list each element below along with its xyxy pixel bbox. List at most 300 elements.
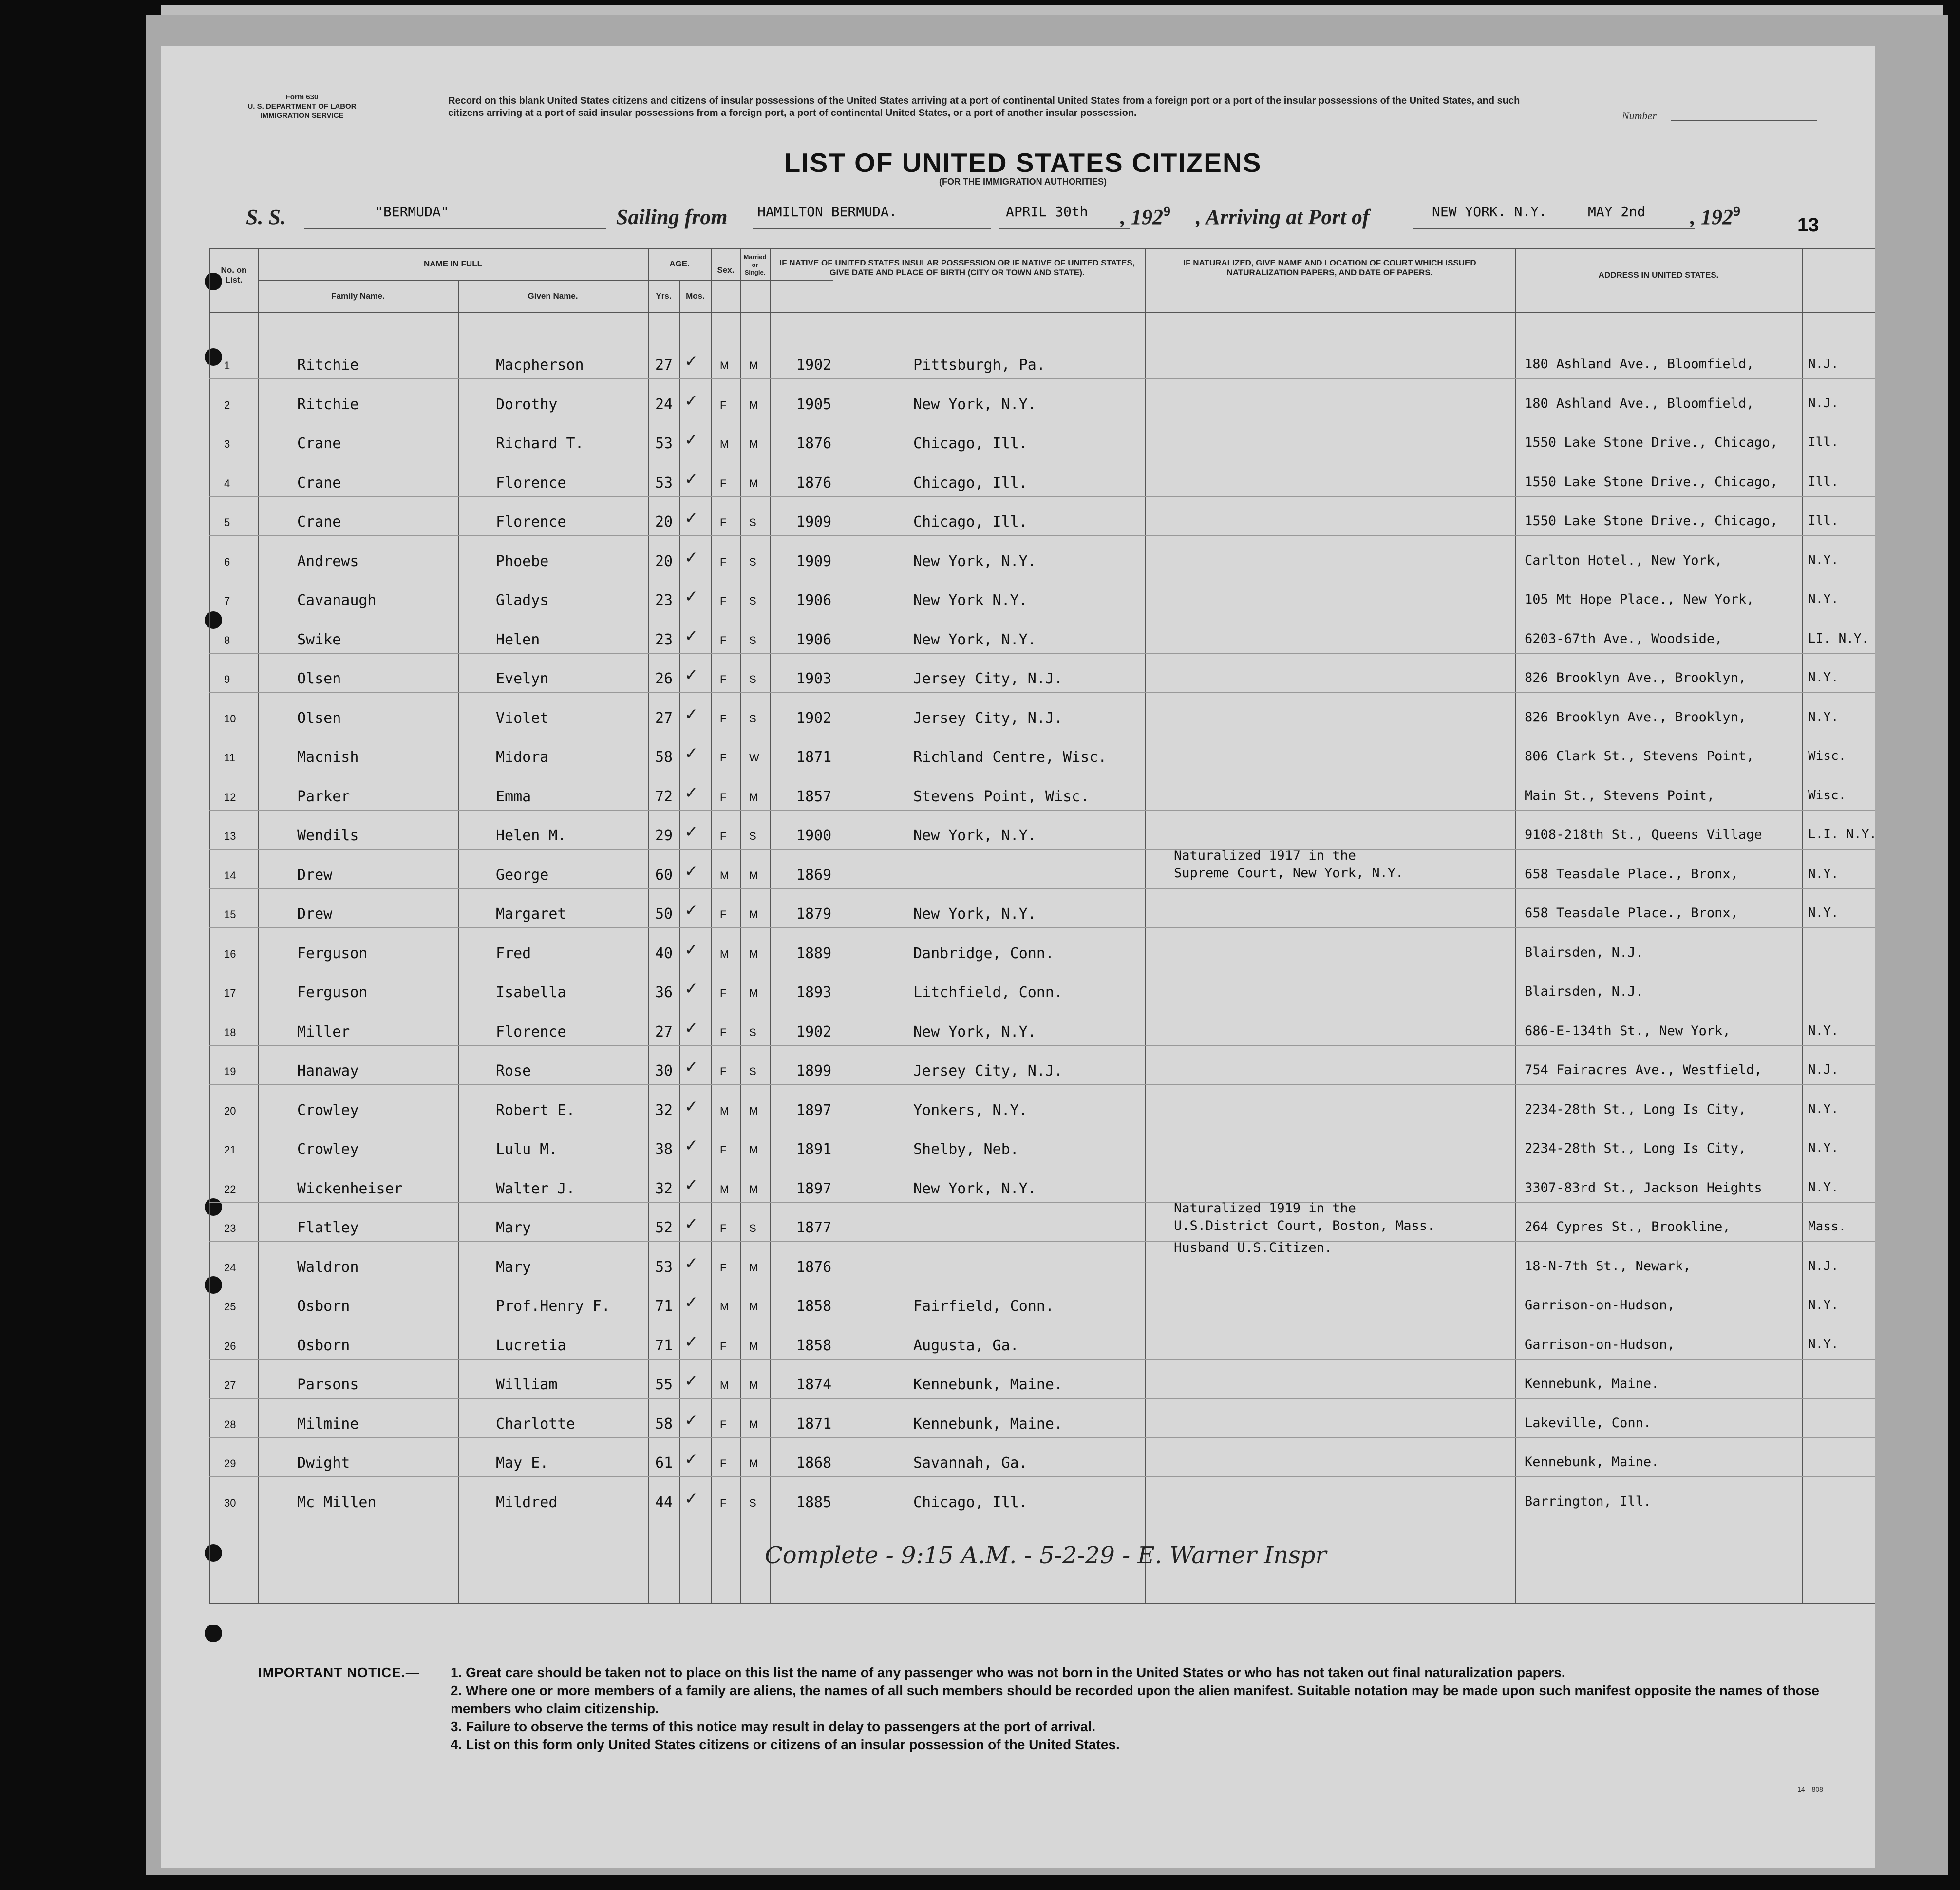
address-state: LI. N.Y.	[1808, 631, 1869, 646]
given-name: May E.	[496, 1455, 549, 1472]
family-name: Miller	[297, 1023, 350, 1040]
marital-status: M	[749, 1183, 758, 1195]
birth-place: Chicago, Ill.	[913, 513, 1028, 530]
given-name: Midora	[496, 749, 549, 766]
family-name: Parsons	[297, 1376, 359, 1393]
arrival-port: NEW YORK. N.Y.	[1432, 204, 1547, 220]
row-number: 4	[224, 477, 230, 490]
marital-status: S	[749, 673, 756, 685]
birth-year: 1874	[796, 1376, 832, 1393]
birth-year: 1876	[796, 435, 832, 452]
year-prefix-1: , 192	[1120, 205, 1163, 229]
given-name: Isabella	[496, 984, 566, 1001]
family-name: Ferguson	[297, 984, 368, 1001]
birth-year: 1889	[796, 945, 832, 962]
age-years: 30	[655, 1062, 673, 1079]
address-state: N.J.	[1808, 396, 1839, 411]
address: 18-N-7th St., Newark,	[1525, 1258, 1691, 1274]
birth-year: 1868	[796, 1455, 832, 1472]
check-mark-icon: ✓	[684, 1175, 698, 1195]
row-divider	[209, 888, 1875, 889]
family-name: Hanaway	[297, 1062, 359, 1079]
given-name: Margaret	[496, 906, 566, 923]
sex: F	[720, 516, 727, 529]
form-header	[205, 93, 399, 120]
check-mark-icon: ✓	[684, 1058, 698, 1077]
address-state: N.J.	[1808, 1258, 1839, 1273]
col-divider	[770, 248, 771, 1603]
family-name: Waldron	[297, 1258, 359, 1276]
row-divider	[209, 1202, 1875, 1203]
family-name: Olsen	[297, 709, 341, 727]
marital-status: M	[749, 791, 758, 803]
check-mark-icon: ✓	[684, 979, 698, 999]
marital-status: S	[749, 830, 756, 842]
family-name: Parker	[297, 788, 350, 805]
check-mark-icon: ✓	[684, 1332, 698, 1352]
given-name: Florence	[496, 474, 566, 491]
birth-place: New York, N.Y.	[913, 631, 1037, 648]
address: 826 Brooklyn Ave., Brooklyn,	[1525, 709, 1747, 725]
age-years: 58	[655, 1415, 673, 1433]
address-state: Mass.	[1808, 1219, 1847, 1234]
notice-items	[451, 1663, 1863, 1754]
address: 180 Ashland Ave., Bloomfield,	[1525, 396, 1754, 411]
footer-rule	[209, 1603, 1875, 1604]
birth-place: Pittsburgh, Pa.	[913, 357, 1045, 374]
binder-hole-icon	[205, 1625, 222, 1642]
col-no: No. on List.	[221, 265, 247, 284]
address: 264 Cypres St., Brookline,	[1525, 1219, 1731, 1234]
check-mark-icon: ✓	[684, 1253, 698, 1273]
header-divider	[209, 312, 1875, 313]
birth-place: Savannah, Ga.	[913, 1455, 1028, 1472]
family-name: Cavanaugh	[297, 592, 377, 609]
marital-status: M	[749, 908, 758, 921]
marital-status: S	[749, 1065, 756, 1077]
row-divider	[209, 1437, 1875, 1438]
row-number: 15	[224, 908, 236, 921]
address-state: N.Y.	[1808, 670, 1839, 685]
marital-status: M	[749, 1457, 758, 1470]
birth-year: 1893	[796, 984, 832, 1001]
row-number: 25	[224, 1301, 236, 1313]
row-number: 29	[224, 1457, 236, 1470]
row-divider	[209, 1084, 1875, 1085]
notice-item: 1. Great care should be taken not to place on this list the name of any passenger who was not born in the United States or who has not taken out final naturalization papers.	[451, 1665, 1565, 1680]
row-number: 10	[224, 712, 236, 725]
arrival-date: MAY 2nd	[1588, 204, 1646, 220]
ship-name: "BERMUDA"	[375, 204, 449, 220]
birth-year: 1900	[796, 827, 832, 844]
family-name: Dwight	[297, 1455, 350, 1472]
check-mark-icon: ✓	[684, 1450, 698, 1469]
family-name: Flatley	[297, 1219, 359, 1236]
sex: F	[720, 712, 727, 725]
family-name: Osborn	[297, 1298, 350, 1315]
marital-status: W	[749, 752, 759, 764]
address-state: N.Y.	[1808, 709, 1839, 724]
birth-year: 1869	[796, 866, 832, 884]
address: Lakeville, Conn.	[1525, 1415, 1652, 1431]
year-suffix-1: 9	[1163, 205, 1171, 219]
marital-status: S	[749, 516, 756, 529]
address: 1550 Lake Stone Drive., Chicago,	[1525, 513, 1778, 529]
given-name: Richard T.	[496, 435, 584, 452]
form-service: IMMIGRATION SERVICE	[260, 112, 344, 120]
birth-place: Jersey City, N.J.	[913, 670, 1063, 687]
birth-year: 1905	[796, 396, 832, 413]
birth-year: 1871	[796, 1415, 832, 1433]
marital-status: S	[749, 1496, 756, 1509]
naturalization-court: U.S.District Court, Boston, Mass.	[1174, 1218, 1435, 1233]
check-mark-icon: ✓	[684, 1018, 698, 1038]
given-name: Evelyn	[496, 670, 549, 687]
address: 806 Clark St., Stevens Point,	[1525, 749, 1754, 764]
address: 826 Brooklyn Ave., Brooklyn,	[1525, 670, 1747, 685]
address-state: N.Y.	[1808, 1180, 1839, 1195]
marital-status: S	[749, 1026, 756, 1039]
notice-item: 4. List on this form only United States citizens or citizens of an insular possession of the United States.	[451, 1737, 1120, 1752]
birth-year: 1897	[796, 1101, 832, 1119]
birth-place: New York, N.Y.	[913, 1180, 1037, 1197]
row-number: 7	[224, 595, 230, 607]
col-name-in-full: NAME IN FULL	[424, 259, 482, 268]
row-number: 23	[224, 1222, 236, 1234]
arriving-label: , Arriving at Port of	[1196, 205, 1370, 229]
given-name: Macpherson	[496, 357, 584, 374]
naturalization-note: Naturalized 1919 in the	[1174, 1201, 1356, 1216]
row-number: 6	[224, 555, 230, 568]
row-number: 16	[224, 947, 236, 960]
age-years: 29	[655, 827, 673, 844]
address: 1550 Lake Stone Drive., Chicago,	[1525, 474, 1778, 490]
check-mark-icon: ✓	[684, 1293, 698, 1312]
row-number: 3	[224, 438, 230, 450]
given-name: Helen	[496, 631, 540, 648]
age-years: 26	[655, 670, 673, 687]
row-number: 2	[224, 398, 230, 411]
given-name: Robert E.	[496, 1101, 575, 1119]
sex: M	[720, 1379, 729, 1391]
sex: M	[720, 1104, 729, 1117]
marital-status: M	[749, 869, 758, 882]
print-code: 14—808	[1797, 1785, 1823, 1793]
col-divider	[458, 280, 459, 1603]
year-label-1	[1120, 205, 1171, 229]
age-years: 58	[655, 749, 673, 766]
naturalization-court: Supreme Court, New York, N.Y.	[1174, 865, 1404, 881]
check-mark-icon: ✓	[684, 1136, 698, 1155]
age-years: 38	[655, 1141, 673, 1158]
address: Main St., Stevens Point,	[1525, 788, 1715, 803]
age-years: 23	[655, 592, 673, 609]
sex: F	[720, 1261, 727, 1274]
check-mark-icon: ✓	[684, 665, 698, 685]
address-state: N.Y.	[1808, 1101, 1839, 1116]
birth-year: 1877	[796, 1219, 832, 1236]
year-suffix-2: 9	[1733, 205, 1741, 219]
sex: F	[720, 1065, 727, 1077]
birth-place: New York, N.Y.	[913, 827, 1037, 844]
col-divider	[740, 248, 741, 1603]
address: 754 Fairacres Ave., Westfield,	[1525, 1062, 1762, 1077]
address: 3307-83rd St., Jackson Heights	[1525, 1180, 1762, 1195]
col-sex: Sex.	[717, 265, 735, 275]
birth-year: 1909	[796, 513, 832, 530]
family-name: Andrews	[297, 552, 359, 570]
birth-place: Shelby, Neb.	[913, 1141, 1019, 1158]
check-mark-icon: ✓	[684, 822, 698, 842]
row-number: 22	[224, 1183, 236, 1195]
row-number: 24	[224, 1261, 236, 1274]
age-years: 32	[655, 1180, 673, 1197]
age-years: 32	[655, 1101, 673, 1119]
address-state: Ill.	[1808, 474, 1839, 489]
sex: F	[720, 1340, 727, 1352]
family-name: Crane	[297, 435, 341, 452]
sex: M	[720, 1301, 729, 1313]
check-mark-icon: ✓	[684, 704, 698, 724]
family-name: Swike	[297, 631, 341, 648]
check-mark-icon: ✓	[684, 587, 698, 606]
age-years: 52	[655, 1219, 673, 1236]
address: 6203-67th Ave., Woodside,	[1525, 631, 1723, 646]
col-divider	[209, 248, 210, 1603]
birth-year: 1903	[796, 670, 832, 687]
age-years: 50	[655, 906, 673, 923]
birth-place: New York, N.Y.	[913, 906, 1037, 923]
row-number: 27	[224, 1379, 236, 1391]
col-yrs: Yrs.	[656, 291, 672, 301]
row-divider	[209, 653, 1875, 654]
birth-place: Richland Centre, Wisc.	[913, 749, 1107, 766]
sex: F	[720, 398, 727, 411]
birth-place: Stevens Point, Wisc.	[913, 788, 1090, 805]
marital-status: M	[749, 1301, 758, 1313]
row-divider	[209, 1359, 1875, 1360]
row-number: 14	[224, 869, 236, 882]
address-state: Ill.	[1808, 513, 1839, 528]
marital-status: M	[749, 987, 758, 999]
sex: F	[720, 555, 727, 568]
row-divider	[209, 378, 1875, 379]
given-name: Helen M.	[496, 827, 566, 844]
birth-year: 1891	[796, 1141, 832, 1158]
sex: F	[720, 1496, 727, 1509]
check-mark-icon: ✓	[684, 940, 698, 960]
number-field-line	[1671, 120, 1817, 121]
row-divider	[209, 692, 1875, 693]
record-instructions: Record on this blank United States citizens and citizens of insular possessions of the United States arriving at a port of continental United States from a foreign port or a port of the insular possessions of the United States, and such citizens arriving at a port of said insular possessions from a foreign port, a port of continental United States, or a port of another insular possession.	[448, 95, 1520, 118]
given-name: Mary	[496, 1258, 531, 1276]
check-mark-icon: ✓	[684, 391, 698, 411]
address: 2234-28th St., Long Is City,	[1525, 1141, 1747, 1156]
age-years: 61	[655, 1455, 673, 1472]
birth-year: 1858	[796, 1337, 832, 1354]
family-name: Wickenheiser	[297, 1180, 403, 1197]
given-name: Phoebe	[496, 552, 549, 570]
age-years: 27	[655, 709, 673, 727]
age-years: 20	[655, 513, 673, 530]
address-state: N.Y.	[1808, 1337, 1839, 1352]
birth-year: 1876	[796, 1258, 832, 1276]
marital-status: M	[749, 359, 758, 372]
handwritten-completion-note: Complete - 9:15 A.M. - 5-2-29 - E. Warner Inspr	[765, 1542, 1327, 1569]
check-mark-icon: ✓	[684, 626, 698, 646]
address-state: Wisc.	[1808, 788, 1847, 803]
birth-place: Kennebunk, Maine.	[913, 1376, 1063, 1393]
row-number: 8	[224, 634, 230, 646]
sex: M	[720, 438, 729, 450]
age-years: 71	[655, 1337, 673, 1354]
birth-place: Chicago, Ill.	[913, 1493, 1028, 1511]
address: Kennebunk, Maine.	[1525, 1376, 1659, 1391]
sex: M	[720, 947, 729, 960]
birth-place: New York, N.Y.	[913, 396, 1037, 413]
sex: F	[720, 830, 727, 842]
given-name: Walter J.	[496, 1180, 575, 1197]
address-state: Wisc.	[1808, 749, 1847, 763]
age-years: 71	[655, 1298, 673, 1315]
given-name: Florence	[496, 1023, 566, 1040]
from-port-line	[753, 228, 991, 229]
check-mark-icon: ✓	[684, 1410, 698, 1430]
given-name: Prof.Henry F.	[496, 1298, 610, 1315]
marital-status: M	[749, 1418, 758, 1431]
sex: F	[720, 1144, 727, 1156]
birth-year: 1857	[796, 788, 832, 805]
given-name: Mary	[496, 1219, 531, 1236]
check-mark-icon: ✓	[684, 469, 698, 489]
given-name: Mildred	[496, 1493, 558, 1511]
check-mark-icon: ✓	[684, 430, 698, 450]
address: Kennebunk, Maine.	[1525, 1455, 1659, 1470]
age-years: 53	[655, 474, 673, 491]
check-mark-icon: ✓	[684, 744, 698, 763]
given-name: Violet	[496, 709, 549, 727]
family-name: Crane	[297, 474, 341, 491]
birth-year: 1906	[796, 631, 832, 648]
birth-place: Augusta, Ga.	[913, 1337, 1019, 1354]
row-number: 1	[224, 359, 230, 372]
address: 658 Teasdale Place., Bronx,	[1525, 866, 1738, 882]
col-divider	[1802, 248, 1803, 1603]
row-number: 17	[224, 987, 236, 999]
given-name: Lucretia	[496, 1337, 566, 1354]
form-number: Form 630	[285, 93, 319, 101]
row-number: 21	[224, 1144, 236, 1156]
family-name: Crowley	[297, 1101, 359, 1119]
col-divider	[679, 280, 680, 1603]
family-name: Crane	[297, 513, 341, 530]
ship-line	[304, 228, 606, 229]
marital-status: M	[749, 1104, 758, 1117]
col-given-name: Given Name.	[528, 291, 578, 301]
page-title: LIST OF UNITED STATES CITIZENS	[784, 148, 1262, 178]
notice-item: 2. Where one or more members of a family are aliens, the names of all such members should be recorded upon the alien manifest. Suitable notation may be made upon such manifest opposite the names of those members who claim citizenship.	[451, 1683, 1819, 1716]
sailing-label: Sailing from	[616, 205, 728, 229]
row-divider	[209, 1476, 1875, 1477]
birth-place: Danbridge, Conn.	[913, 945, 1054, 962]
given-name: Gladys	[496, 592, 549, 609]
family-name: Ritchie	[297, 357, 359, 374]
sex: F	[720, 752, 727, 764]
marital-status: M	[749, 398, 758, 411]
sex: M	[720, 869, 729, 882]
address: Garrison-on-Hudson,	[1525, 1298, 1675, 1313]
col-divider	[1515, 248, 1516, 1603]
sex: F	[720, 1026, 727, 1039]
arrival-line	[1413, 228, 1695, 229]
row-divider	[209, 535, 1875, 536]
marital-status: M	[749, 947, 758, 960]
row-number: 5	[224, 516, 230, 529]
given-name: William	[496, 1376, 558, 1393]
address: 658 Teasdale Place., Bronx,	[1525, 906, 1738, 921]
birth-year: 1879	[796, 906, 832, 923]
age-years: 40	[655, 945, 673, 962]
address: Blairsden, N.J.	[1525, 984, 1643, 999]
sex: F	[720, 673, 727, 685]
sex: F	[720, 595, 727, 607]
row-number: 28	[224, 1418, 236, 1431]
check-mark-icon: ✓	[684, 1096, 698, 1116]
birth-year: 1902	[796, 357, 832, 374]
sex: F	[720, 987, 727, 999]
form-department: U. S. DEPARTMENT OF LABOR	[247, 102, 357, 111]
address: 1550 Lake Stone Drive., Chicago,	[1525, 435, 1778, 450]
family-name: Drew	[297, 906, 333, 923]
marital-status: M	[749, 1261, 758, 1274]
row-number: 12	[224, 791, 236, 803]
row-number: 20	[224, 1104, 236, 1117]
row-number: 11	[224, 752, 235, 764]
address-state: N.Y.	[1808, 592, 1839, 606]
col-native-birth: IF NATIVE OF UNITED STATES INSULAR POSSESSION OR IF NATIVE OF UNITED STATES, GIVE DATE AND PLACE OF BIRTH (CITY OR TOWN AND STATE).	[779, 258, 1135, 277]
birth-year: 1871	[796, 749, 832, 766]
sex: M	[720, 359, 729, 372]
row-divider	[209, 1045, 1875, 1046]
col-married-single: Married or Single.	[743, 253, 767, 276]
birth-year: 1902	[796, 709, 832, 727]
marital-status: S	[749, 1222, 756, 1234]
age-years: 27	[655, 357, 673, 374]
birth-year: 1876	[796, 474, 832, 491]
marital-status: S	[749, 634, 756, 646]
check-mark-icon: ✓	[684, 861, 698, 881]
family-name: Osborn	[297, 1337, 350, 1354]
row-number: 30	[224, 1496, 236, 1509]
sex: F	[720, 791, 727, 803]
row-number: 9	[224, 673, 230, 685]
address: 686-E-134th St., New York,	[1525, 1023, 1731, 1039]
row-divider	[209, 1398, 1875, 1399]
address: 2234-28th St., Long Is City,	[1525, 1101, 1747, 1117]
name-header-divider	[258, 280, 833, 281]
age-years: 23	[655, 631, 673, 648]
address: Carlton Hotel., New York,	[1525, 552, 1723, 568]
given-name: Lulu M.	[496, 1141, 558, 1158]
row-number: 18	[224, 1026, 236, 1039]
age-years: 44	[655, 1493, 673, 1511]
family-name: Olsen	[297, 670, 341, 687]
birth-place: Jersey City, N.J.	[913, 709, 1063, 727]
birth-place: New York, N.Y.	[913, 1023, 1037, 1040]
birth-place: Kennebunk, Maine.	[913, 1415, 1063, 1433]
col-mos: Mos.	[686, 291, 705, 301]
given-name: Emma	[496, 788, 531, 805]
